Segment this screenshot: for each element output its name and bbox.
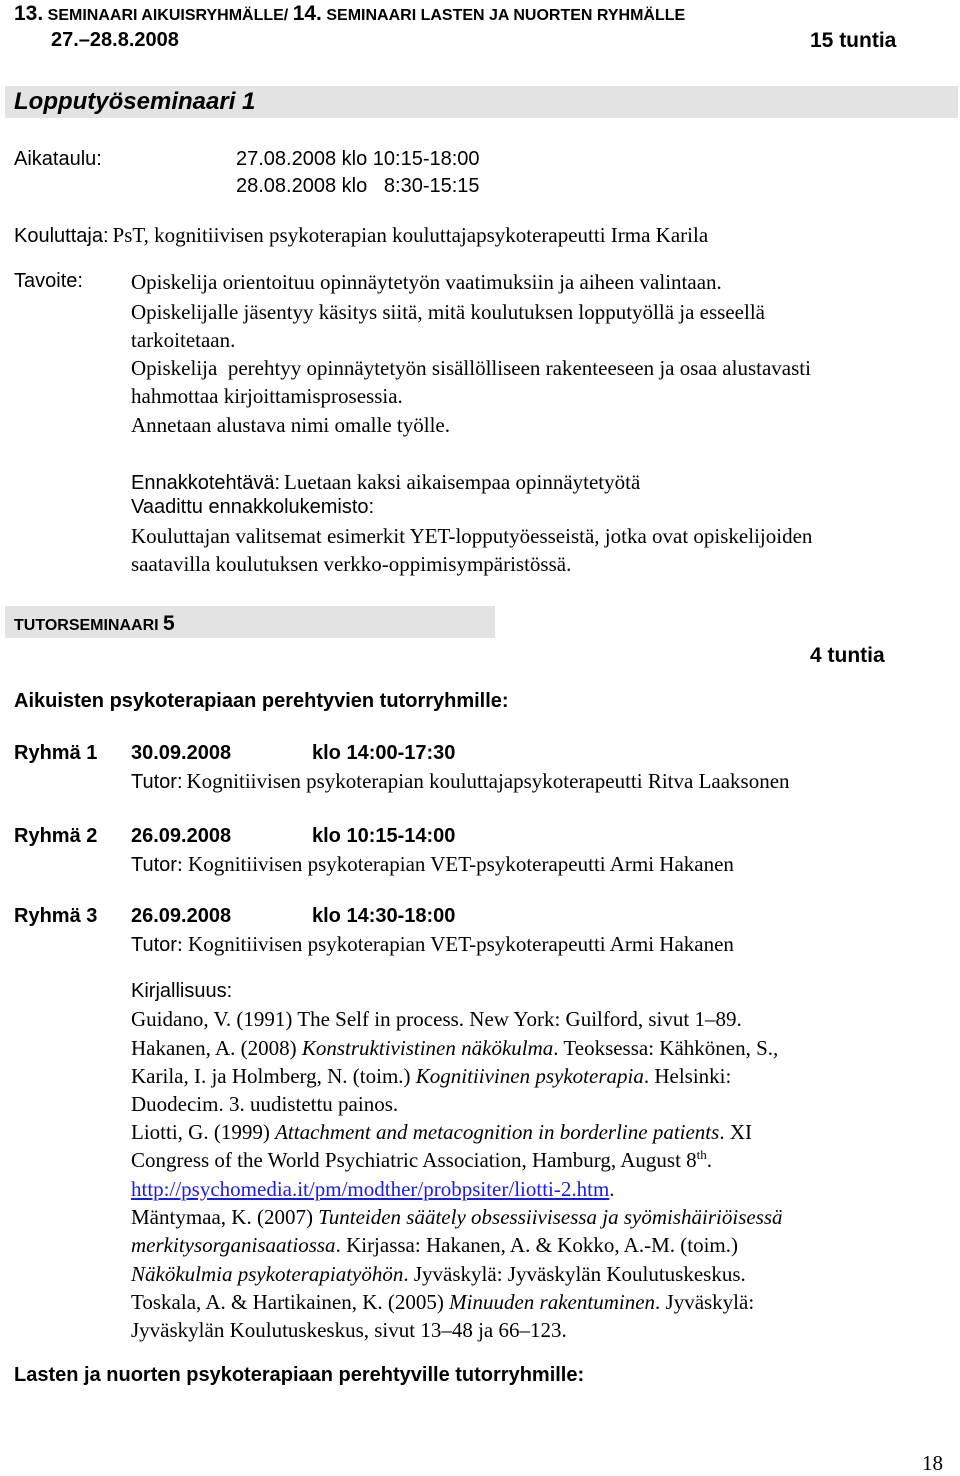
literature-line: Congress of the World Psychiatric Association, Hamburg, August 8th. [131,1147,713,1172]
seminar-title: Lopputyöseminaari 1 [14,88,256,115]
goal-line: Annetaan alustava nimi omalle työlle. [131,413,450,437]
header-dates: 27.–28.8.2008 [51,29,179,51]
goal-label: Tavoite: [14,270,83,292]
pretask-label: Ennakkotehtävä: [131,472,280,494]
group-time: klo 14:00-17:30 [312,742,456,764]
goal-line: Opiskelija perehtyy opinnäytetyön sisällölliseen rakenteeseen ja osaa alustavasti [131,356,811,380]
tutor-label: Tutor [131,854,177,876]
header-num-13: 13. [14,2,44,25]
seminar-header [14,2,685,26]
group-name: Ryhmä 1 [14,742,98,764]
goal-line: hahmottaa kirjoittamisprosessia. [131,384,403,408]
header-seminar-14: SEMINAARI LASTEN JA NUORTEN RYHMÄLLE [326,7,686,24]
literature-line: Toskala, A. & Hartikainen, K. (2005) Minuuden rakentuminen. Jyväskylä: [131,1290,755,1314]
tutor-seminar-num: 5 [163,612,175,635]
header-hours: 15 tuntia [810,29,897,52]
header-seminar-13: SEMINAARI AIKUISRYHMÄLLE/ [47,7,289,24]
group-time: klo 10:15-14:00 [312,825,456,847]
literature-line: Jyväskylän Koulutuskeskus, sivut 13–48 ja 66–123. [131,1318,567,1342]
group-tutor [131,932,734,957]
reading-line-2: saatavilla koulutuksen verkko-oppimisympäristössä. [131,552,572,576]
literature-line: Mäntymaa, K. (2007) Tunteiden säätely obsessiivisessa ja syömishäiriöisessä [131,1205,783,1229]
page-number: 18 [922,1451,943,1475]
group-date: 26.09.2008 [131,825,232,847]
trainer-label: Kouluttaja: [14,225,109,247]
literature-label: Kirjallisuus: [131,980,233,1002]
goal-line: Opiskelijalle jäsentyy käsitys siitä, mitä koulutuksen lopputyöllä ja esseellä [131,300,765,324]
pretask-text: Luetaan kaksi aikaisempaa opinnäytetyötä [284,470,641,494]
group-date: 26.09.2008 [131,905,232,927]
literature-line: Liotti, G. (1999) Attachment and metacognition in borderline patients. XI [131,1120,752,1144]
group-tutor [131,852,734,877]
tutor-hours: 4 tuntia [810,644,885,667]
header-num-14: 14. [292,2,322,25]
reading-label: Vaadittu ennakkolukemisto: [131,496,375,518]
trainer-text: PsT, kognitiivisen psykoterapian kouluttajapsykoterapeutti Irma Karila [112,223,709,247]
tutor-text: : Kognitiivisen psykoterapian VET-psykoterapeutti Armi Hakanen [176,852,734,876]
reading-line-1: Kouluttajan valitsemat esimerkit YET-lopputyöesseistä, jotka ovat opiskelijoiden [131,524,813,548]
group-time: klo 14:30-18:00 [312,905,456,927]
tutor-seminar-title [14,612,175,636]
schedule-label: Aikataulu: [14,148,102,170]
liotti-link[interactable]: http://psychomedia.it/pm/modther/probpsiter/liotti-2.htm [131,1177,610,1201]
goal-line: tarkoitetaan. [131,328,236,352]
group-tutor [131,769,790,794]
goal-line: Opiskelija orientoituu opinnäytetyön vaatimuksiin ja aiheen valintaan. [131,270,722,294]
trainer-row [14,223,708,248]
literature-line: merkitysorganisaatiossa. Kirjassa: Hakanen, A. & Kokko, A.-M. (toim.) [131,1233,739,1257]
tutor-text: : Kognitiivisen psykoterapian VET-psykoterapeutti Armi Hakanen [176,932,734,956]
group-name: Ryhmä 2 [14,825,98,847]
literature-line: Karila, I. ja Holmberg, N. (toim.) Kognitiivinen psykoterapia. Helsinki: [131,1064,732,1088]
literature-line: Guidano, V. (1991) The Self in process. New York: Guilford, sivut 1–89. [131,1007,742,1031]
schedule-line-1: 27.08.2008 klo 10:15-18:00 [236,148,480,170]
tutor-label: Tutor [131,934,177,956]
tutor-text: Kognitiivisen psykoterapian kouluttajapsykoterapeutti Ritva Laaksonen [186,769,790,793]
adult-group-heading: Aikuisten psykoterapiaan perehtyvien tutorryhmille: [14,690,509,712]
schedule-line-2: 28.08.2008 klo 8:30-15:15 [236,175,480,197]
literature-line: Hakanen, A. (2008) Konstruktivistinen näkökulma. Teoksessa: Kähkönen, S., [131,1036,779,1060]
pretask-row [131,470,640,495]
group-date: 30.09.2008 [131,742,232,764]
children-group-heading: Lasten ja nuorten psykoterapiaan perehtyville tutorryhmille: [14,1364,585,1386]
tutor-seminar-word: TUTORSEMINAARI [14,617,159,634]
literature-line: Duodecim. 3. uudistettu painos. [131,1092,399,1116]
group-name: Ryhmä 3 [14,905,98,927]
tutor-label: Tutor: [131,771,183,793]
literature-line: Näkökulmia psykoterapiatyöhön. Jyväskylä: Jyväskylän Koulutuskeskus. [131,1262,746,1286]
literature-line: http://psychomedia.it/pm/modther/probpsiter/liotti-2.htm. [131,1177,615,1201]
